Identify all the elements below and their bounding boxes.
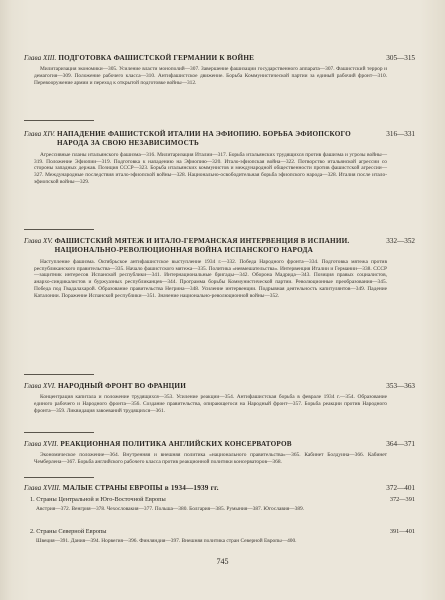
chapter-15	[24, 237, 415, 300]
chapter-heading	[24, 382, 415, 391]
section-title: 1. Страны Центральной и Юго-Восточной Европы	[30, 496, 166, 503]
divider	[24, 477, 94, 478]
chapter-summary: Концентрация капитала и положение трудящихся—353. Усиление реакции—354. Антифашистская борьба в феврале 1934 г.—354. Образование единого рабочего и Народного фронта—356. Создание правительства, опирающегося на Народный фронт—357. Борьба реакции против Народного фронта—359. Ликвидация завоеваний трудящихся—361.	[34, 394, 387, 414]
divider	[24, 374, 94, 375]
chapter-title: НАРОДНЫЙ ФРОНТ ВО ФРАНЦИИ	[57, 382, 186, 390]
section-heading	[30, 496, 415, 504]
chapter-label: Глава XVII.	[24, 440, 59, 448]
section-heading	[30, 528, 415, 536]
divider	[24, 120, 94, 121]
chapter-title: РЕАКЦИОННАЯ ПОЛИТИКА АНГЛИЙСКИХ КОНСЕРВАТОРОВ	[60, 440, 292, 448]
chapter-pages: 372—401	[386, 484, 415, 492]
section-pages: 391—401	[389, 528, 415, 535]
chapter-title: ФАШИСТСКИЙ МЯТЕЖ И ИТАЛО-ГЕРМАНСКАЯ ИНТЕРВЕНЦИЯ В ИСПАНИИ. НАЦИОНАЛЬНО-РЕВОЛЮЦИОННАЯ ВОЙНА ИСПАНСКОГО НАРОДА	[54, 237, 350, 255]
chapter-summary: Милитаризация экономики—305. Усиление власти монополий—307. Завершение фашизации государственного аппарата—307. Фашистский террор и демагогия—309. Положение рабочего класса—310. Антифашистское движение. Борьба Коммунистической партии за единый рабочий фронт—310. Перевооружение армии и переход к открытой подготовке войны—312.	[34, 66, 387, 86]
chapter-label: Глава XVIII.	[24, 484, 61, 492]
chapter-heading	[24, 54, 415, 63]
divider	[24, 229, 94, 230]
chapter-heading	[24, 484, 415, 493]
section-pages: 372—391	[389, 496, 415, 503]
section-summary: Австрия—372. Венгрия—378. Чехословакия—377. Польша—380. Болгария—385. Румыния—387. Югославия—389.	[36, 506, 305, 512]
chapter-pages: 305—315	[386, 54, 415, 62]
chapter-heading	[24, 440, 415, 449]
chapter-title: МАЛЫЕ СТРАНЫ ЕВРОПЫ в 1934—1939 гг.	[62, 484, 219, 492]
chapter-title: ПОДГОТОВКА ФАШИСТСКОЙ ГЕРМАНИИ К ВОЙНЕ	[58, 54, 255, 62]
chapter-pages: 364—371	[386, 440, 415, 448]
chapter-title: НАПАДЕНИЕ ФАШИСТСКОЙ ИТАЛИИ НА ЭФИОПИЮ. БОРЬБА ЭФИОПСКОГО НАРОДА ЗА СВОЮ НЕЗАВИСИМОСТЬ	[57, 130, 351, 148]
chapter-pages: 353—363	[386, 382, 415, 390]
chapter-pages: 316—331	[386, 130, 415, 138]
chapter-heading	[24, 130, 415, 149]
chapter-summary: Наступление фашизма. Октябрьское антифашистское выступление 1934 г.—332. Победа Народного фронта—334. Подготовка мятежа против республиканского правительства—335. Начало фашистского мятежа—335. Политика «невмешательства». Интервенция Италии и Германии—338. СССР—защитник интересов Испанской республики—341. Интернациональные бригады—342. Оборона Мадрида—343. Позиция правых социалистов, анархо-синдикалистов и буржуазных республиканцев—344. Программа борьбы Коммунистической партии. Революционные преобразования—345. Победа под Гвадалахарой. Образование правительства Негрина—348. Усиление интервенции. Подрывная деятельность капитулянтов—349. Падение Каталонии. Поражение Испанской республики—351. Значение национально-революционной войны—352.	[34, 258, 387, 299]
chapter-label: Глава XIII.	[24, 54, 57, 62]
chapter-14	[24, 130, 415, 186]
chapter-pages: 332—352	[386, 237, 415, 245]
chapter-summary: Агрессивные планы итальянского фашизма—316. Милитаризация Италии—317. Борьба итальянских трудящихся против фашизма и угрозы войны—319. Положение Эфиопии—319. Подготовка к нападению на Эфиопию—320. Итало-эфиопская война—322. Потворство итальянской агрессии со стороны западных держав. Позиция СССР—323. Борьба итальянских коммунистов и международной общественности против фашистской агрессии—327. Международные последствия итало-эфиопской войны—328. Национально-освободительная борьба эфиопского народа—328. Италия после итало-эфиопской войны—329.	[34, 151, 387, 185]
section-title: 2. Страны Северной Европы	[30, 528, 107, 535]
chapter-18	[24, 484, 415, 493]
section-summary: Швеция—391. Дания—394. Норвегия—396. Финляндия—397. Внешняя политика стран Северной Европы—400.	[36, 538, 297, 544]
chapter-label: Глава XVI.	[24, 382, 56, 390]
chapter-17	[24, 440, 415, 466]
chapter-13	[24, 54, 415, 87]
page-number: 745	[216, 557, 229, 566]
chapter-heading	[24, 237, 415, 256]
chapter-label: Глава XIV.	[24, 130, 56, 138]
chapter-label: Глава XV.	[24, 237, 53, 245]
chapter-summary: Экономическое положение—364. Внутренняя и внешняя политика «национального правительства»—365. Кабинет Болдуина—366. Кабинет Чемберлена—367. Борьба английского рабочего класса против реакционной политики консерваторов—368.	[34, 452, 387, 466]
divider	[24, 432, 94, 433]
chapter-16	[24, 382, 415, 415]
